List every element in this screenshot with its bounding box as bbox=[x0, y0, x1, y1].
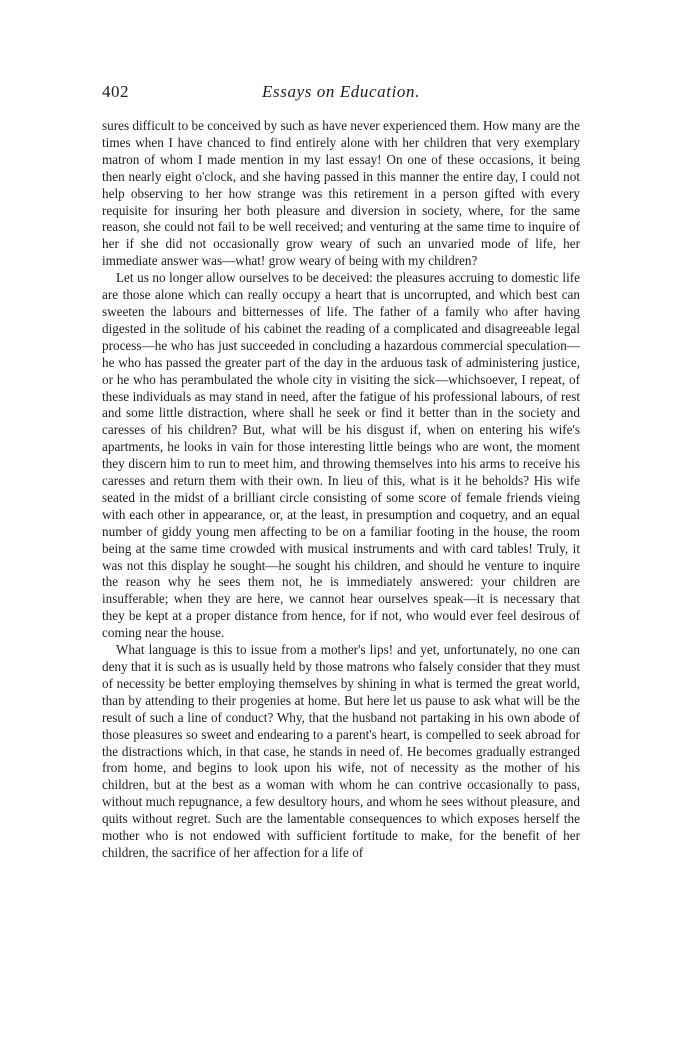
paragraph-continued: sures difficult to be conceived by such as have never experienced them. How many are the times when I have chanced to find entirely alone with her children that very exemplary matron of whom I made mention in my last essay! On one of these occasions, it being then nearly eight o'clock, and she having passed in this manner the entire day, I could not help observing to her how strange was this retirement in a person gifted with every requisite for insuring her both pleasure and diversion in society, where, for the same reason, she could not fail to be well received; and venturing at the same time to inquire of her if she did not occasionally grow weary of such an unvaried mode of life, her immediate answer was—what! grow weary of being with my children? bbox=[102, 118, 580, 269]
book-page bbox=[102, 82, 580, 862]
paragraph-domestic-pleasures: Let us no longer allow ourselves to be deceived: the pleasures accruing to domestic life are those alone which can really occupy a heart that is uncorrupted, and which best can sweeten the labours and bitternesses of life. The father of a family who after having digested in the solitude of his cabinet the reading of a complicated and disagreeable legal process—he who has just succeeded in concluding a hazardous commercial speculation—he who has passed the greater part of the day in the arduous task of administering justice, or he who has perambulated the whole city in visiting the sick—whichsoever, I repeat, of these individuals as may stand in need, after the fatigue of his professional labours, of rest and some little distraction, where shall he seek or find it better than in the society and caresses of his children? But, what will be his disgust if, when on entering his wife's apartments, he looks in vain for those interesting little beings who are wont, the moment they discern him to run to meet him, and throwing themselves into his arms to receive his caresses and return them with their own. In lieu of this, what is it he beholds? His wife seated in the midst of a brilliant circle consisting of some score of female friends vieing with each other in appearance, or, at the least, in presumption and coquetry, and an equal number of giddy young men affecting to be on a familiar footing in the house, the room being at the same time crowded with musical instruments and with card tables! Truly, it was not this display he sought—he sought his children, and should he venture to inquire the reason why he sees them not, he is immediately answered: your children are insufferable; when they are here, we cannot hear ourselves speak—it is necessary that they be kept at a proper distance from hence, for if not, who would ever feel desirous of coming near the house. bbox=[102, 270, 580, 641]
page-number: 402 bbox=[102, 82, 129, 101]
running-head bbox=[102, 82, 580, 106]
body-text bbox=[102, 118, 580, 862]
paragraph-mothers-language: What language is this to issue from a mother's lips! and yet, unfortunately, no one can deny that it is such as is usually held by those matrons who falsely consider that they must of necessity be better employing themselves by shining in what is termed the great world, than by attending to their progenies at home. But here let us pause to ask what will be the result of such a line of conduct? Why, that the husband not partaking in his own abode of those pleasures so sweet and endearing to a parent's heart, is compelled to seek abroad for the distractions which, in that case, he stands in need of. He becomes gradually estranged from home, and begins to look upon his wife, not of necessity as the mother of his children, but at the best as a woman with whom he can contrive occasionally to pass, without much repugnance, a few desultory hours, and whom he sees without pleasure, and quits without regret. Such are the lamentable consequences to which exposes herself the mother who is not endowed with sufficient fortitude to make, for the benefit of her children, the sacrifice of her affection for a life of bbox=[102, 642, 580, 860]
running-title: Essays on Education. bbox=[262, 82, 420, 101]
